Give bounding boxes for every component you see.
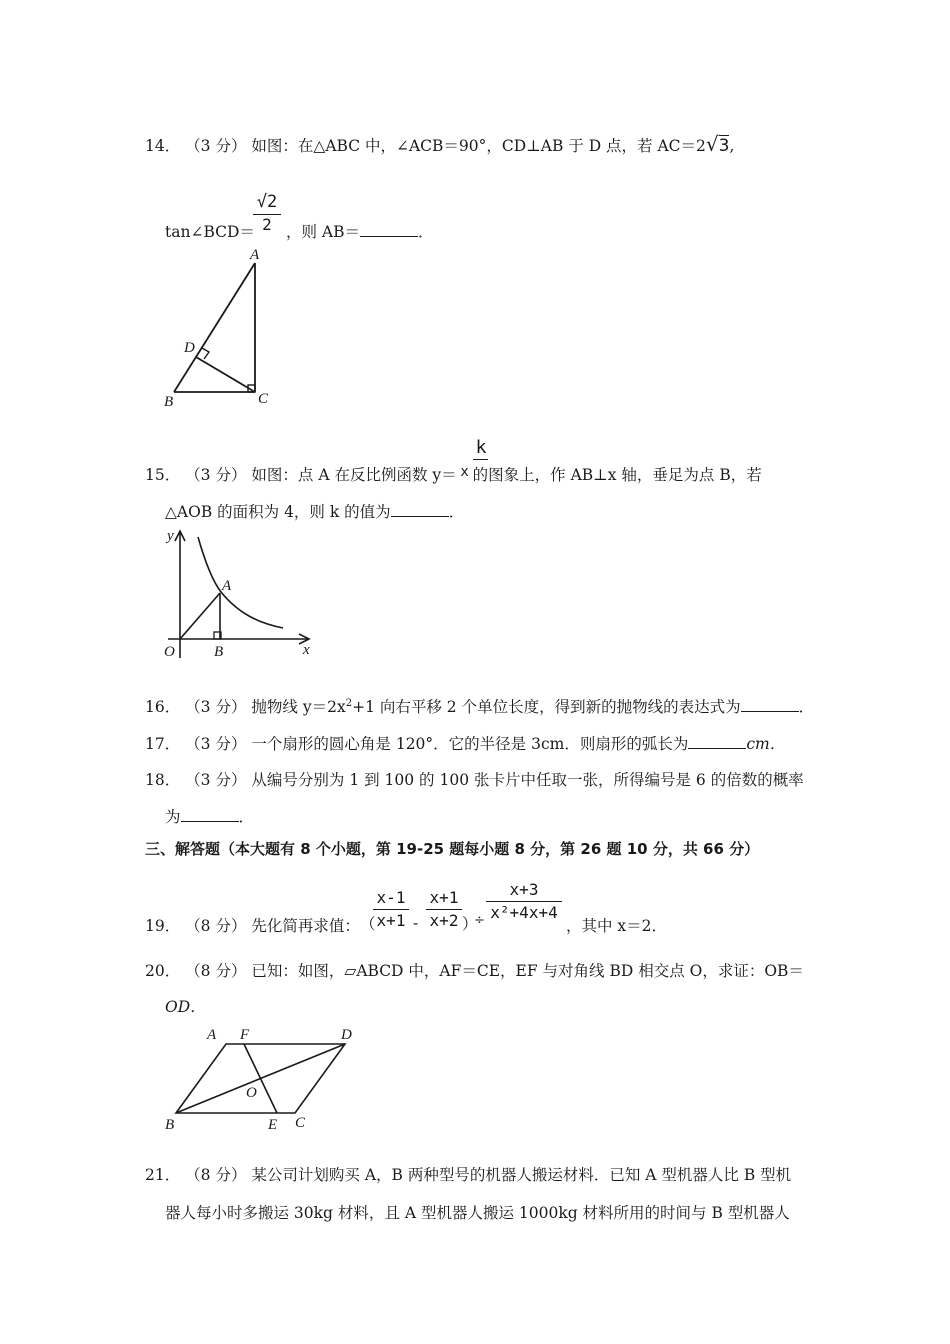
- q15-text-b: 的图象上，作 AB⊥x 轴，垂足为点 B，若: [472, 466, 762, 484]
- q19-f3-numerator: x+3: [509, 880, 539, 899]
- q19-right-paren: ）: [462, 915, 478, 933]
- q15-score: （3 分）: [185, 466, 247, 484]
- q19-divide: ÷: [474, 913, 485, 928]
- q17-answer-blank[interactable]: [688, 734, 746, 749]
- q20-segment-ef: [244, 1044, 277, 1113]
- q19-f1-numerator: x-1: [376, 888, 406, 907]
- q14-tan-suffix: [286, 220, 434, 242]
- q14-right-angle-d: [202, 348, 209, 359]
- q15-hyperbola: [198, 537, 283, 628]
- q14-number: 14．: [145, 137, 181, 155]
- q19-f2-numerator: x+1: [429, 888, 459, 907]
- q14-answer-blank[interactable]: [360, 222, 418, 237]
- q20-label-b: B: [165, 1117, 175, 1133]
- q14-line1: [145, 132, 734, 156]
- q14-figure: [160, 245, 280, 410]
- q19-tail: ，其中 x＝2．: [566, 917, 668, 935]
- q15-text-a: 如图：点 A 在反比例函数 y＝: [251, 466, 457, 484]
- q20-label-o: O: [246, 1085, 257, 1101]
- q19-number: 19．: [145, 917, 181, 935]
- q16-end: ．: [798, 698, 815, 716]
- q20-line1: [145, 959, 804, 981]
- q16-number: 16．: [145, 698, 181, 716]
- q15-line1: [145, 463, 762, 485]
- q16-superscript: 2: [345, 697, 353, 709]
- q18-ask-text: 为: [165, 808, 181, 826]
- q16-score: （3 分）: [185, 698, 247, 716]
- q14-segment-cd: [196, 357, 255, 392]
- q14-comma: ,: [729, 137, 735, 155]
- q14-side-ab: [174, 263, 255, 392]
- q20-text: 已知：如图，▱ABCD 中，AF＝CE，EF 与对角线 BD 相交点 O，求证：OB＝: [251, 962, 804, 980]
- q14-tan-denominator: 2: [262, 215, 272, 234]
- q20-line2: OD．: [165, 998, 206, 1016]
- q15-label-o: O: [164, 644, 175, 660]
- q20-figure: [160, 1022, 365, 1137]
- q15-label-a: A: [222, 578, 232, 594]
- q19-minus: -: [413, 914, 419, 932]
- q16-text-b: +1 向右平移 2 个单位长度，得到新的抛物线的表达式为: [352, 698, 741, 716]
- q14-end: ．: [418, 223, 434, 241]
- q18-text: 从编号分别为 1 到 100 的 100 张卡片中任取一张，所得编号是 6 的倍数的概率: [251, 771, 804, 789]
- q14-label-d: D: [184, 340, 195, 356]
- q14-label-c: C: [258, 391, 269, 407]
- q20-label-d: D: [341, 1027, 352, 1043]
- q20-label-f: F: [240, 1027, 250, 1043]
- q15-ask-text: △AOB 的面积为 4，则 k 的值为: [165, 503, 391, 521]
- q19-score: （8 分）: [185, 917, 247, 935]
- q14-tan-prefix: tan∠BCD＝: [165, 223, 255, 241]
- q14-label-b: B: [164, 394, 174, 410]
- q17-score: （3 分）: [185, 735, 247, 753]
- q19-left-paren: （: [360, 915, 376, 933]
- q16-text-a: 抛物线 y＝2x: [251, 698, 346, 716]
- q15-answer-blank[interactable]: [391, 502, 449, 517]
- q17-number: 17．: [145, 735, 181, 753]
- q16-line: [145, 695, 814, 717]
- q14-tan-numerator: √2: [256, 192, 278, 212]
- q19-f2-bar: [426, 909, 462, 910]
- q20-number: 20．: [145, 962, 181, 980]
- q14-ask-text: ，则 AB＝: [286, 223, 361, 241]
- q15-k-numerator: k: [475, 437, 487, 458]
- q20-label-c: C: [295, 1115, 306, 1131]
- q14-text: 如图：在△ABC 中，∠ACB＝90°，CD⊥AB 于 D 点，若 AC＝2: [251, 137, 706, 155]
- q14-label-a: A: [250, 247, 260, 263]
- q15-x-denominator: x: [460, 464, 469, 480]
- q15-figure: [158, 525, 323, 665]
- q15-end: ．: [448, 503, 465, 521]
- q17-line: [145, 732, 785, 754]
- q15-label-y: y: [167, 528, 174, 544]
- q21-text: 某公司计划购买 A，B 两种型号的机器人搬运材料．已知 A 型机器人比 B 型机: [251, 1166, 792, 1184]
- q15-label-b: B: [214, 644, 224, 660]
- q18-line1: [145, 768, 804, 790]
- q17-text: 一个扇形的圆心角是 120°．它的半径是 3cm．则扇形的弧长为: [251, 735, 689, 753]
- q19-f1-denominator: x+1: [376, 911, 406, 930]
- q15-number: 15．: [145, 466, 181, 484]
- q21-score: （8 分）: [185, 1166, 247, 1184]
- q20-label-a: A: [207, 1027, 217, 1043]
- q18-number: 18．: [145, 771, 181, 789]
- section-title: 三、解答题（本大题有 8 个小题，第 19-25 题每小题 8 分，第 26 题 10 分，共 66 分）: [145, 840, 760, 858]
- q21-number: 21．: [145, 1166, 181, 1184]
- q20-score: （8 分）: [185, 962, 247, 980]
- q20-label-e: E: [268, 1117, 278, 1133]
- q19-f1-bar: [373, 909, 409, 910]
- q18-end: ．: [238, 808, 255, 826]
- q18-score: （3 分）: [185, 771, 247, 789]
- q21-line2: 器人每小时多搬运 30kg 材料，且 A 型机器人搬运 1000kg 材料所用的时间与 B 型机器人: [165, 1204, 790, 1222]
- q15-line2: [165, 500, 464, 522]
- q15-fraction-bar: [473, 459, 488, 460]
- q17-unit: cm．: [746, 735, 786, 753]
- q19-f3-denominator: x²+4x+4: [490, 903, 558, 922]
- q15-label-x: x: [303, 642, 310, 658]
- q18-answer-blank[interactable]: [181, 807, 239, 822]
- q21-line1: [145, 1163, 791, 1185]
- q19-line: [145, 914, 360, 936]
- q14-sqrt-value: 3: [718, 136, 730, 156]
- q14-score: （3 分）: [185, 137, 247, 155]
- q19-text: 先化简再求值：: [251, 917, 360, 935]
- sqrt-icon: √: [705, 132, 719, 156]
- q18-line2: [165, 805, 254, 827]
- q19-f3-bar: [486, 901, 562, 902]
- q19-f2-denominator: x+2: [429, 911, 459, 930]
- q16-answer-blank[interactable]: [741, 697, 799, 712]
